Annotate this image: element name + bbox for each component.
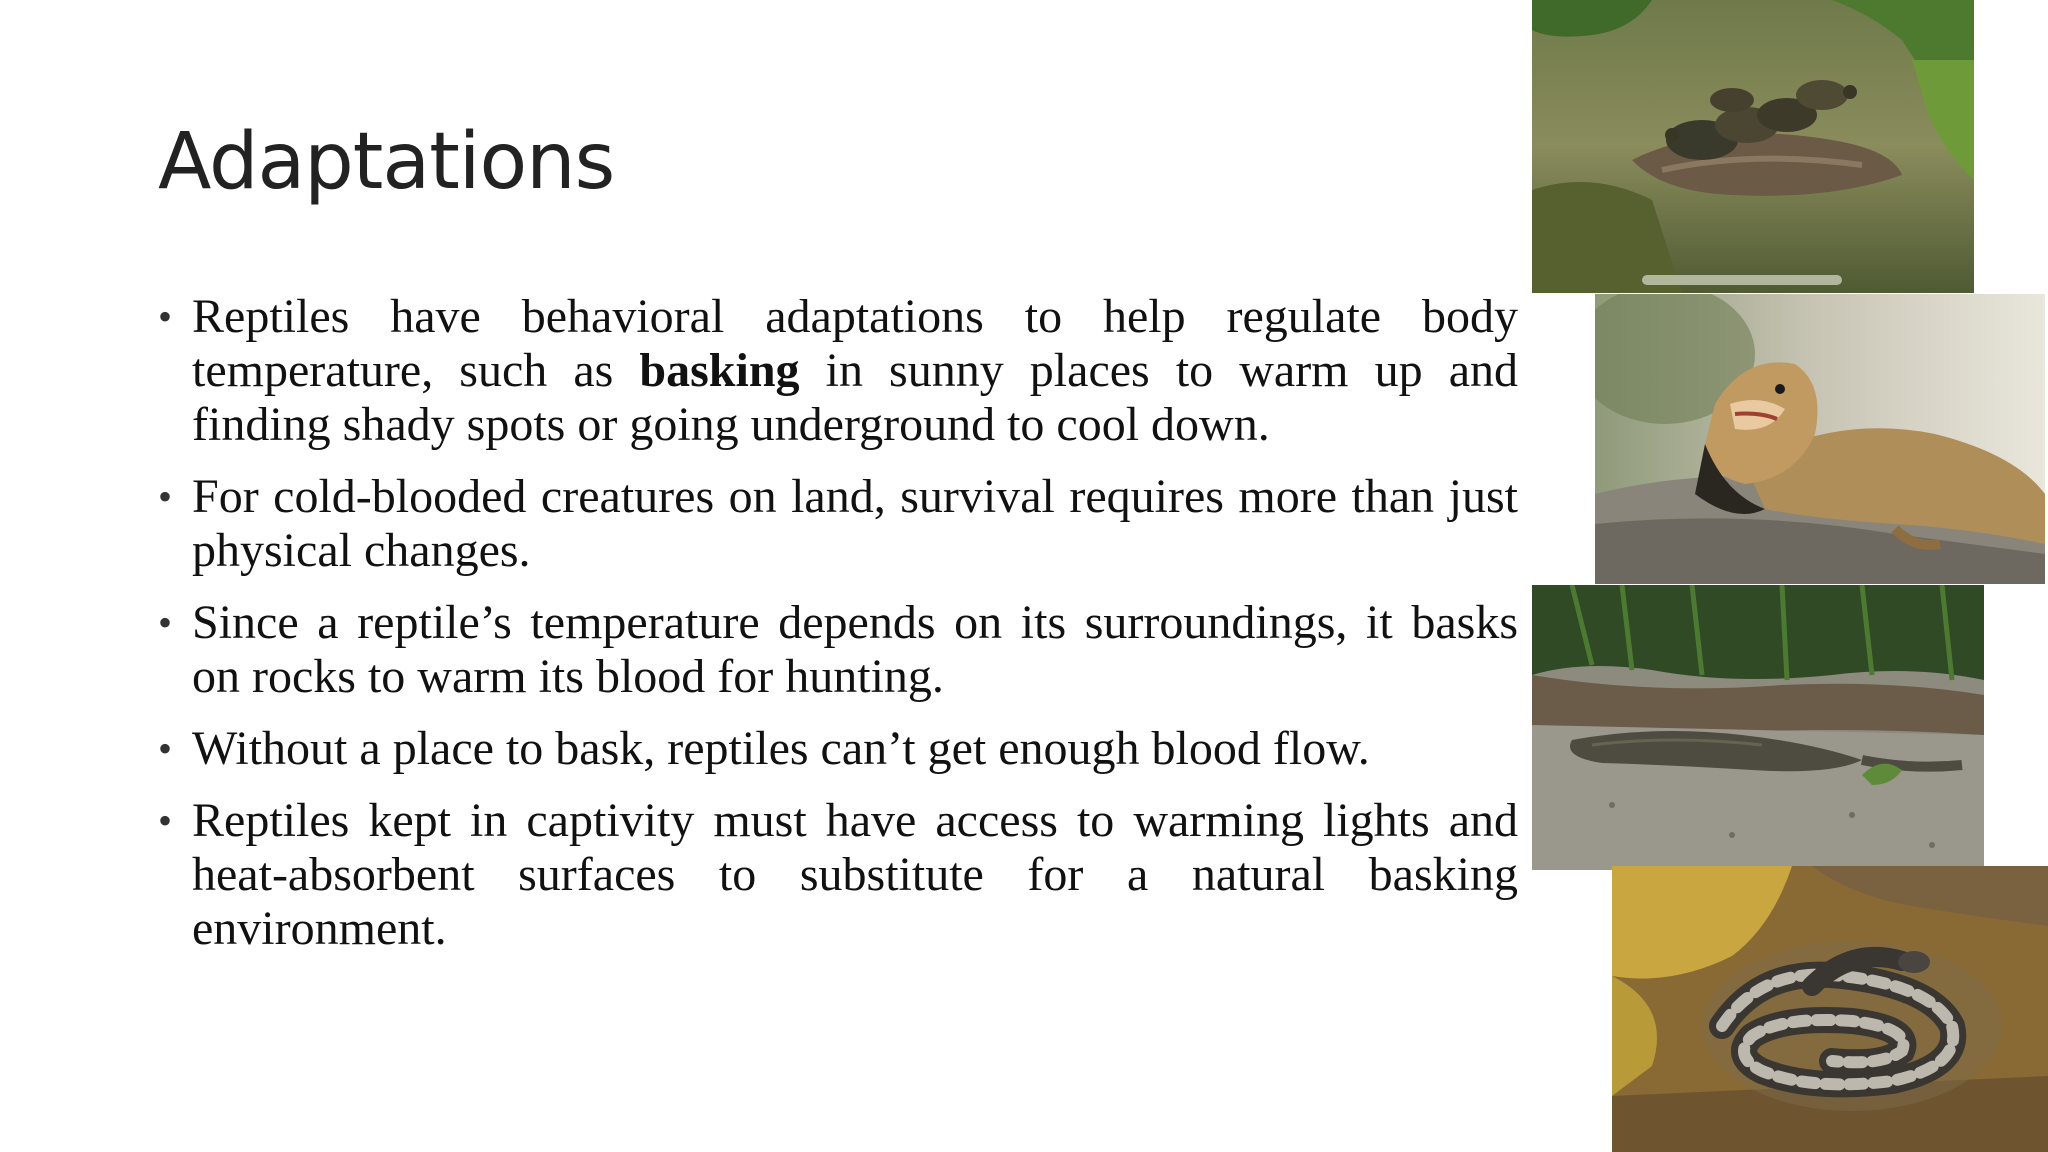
bullet-text: Without a place to bask, reptiles can’t get enough blood flow.: [192, 722, 1370, 775]
bullet-text: Reptiles kept in captivity must have access to warming lights and heat-absorbent surfaces to substitute for a natural basking environment.: [192, 794, 1518, 955]
bullet-item: [158, 596, 1518, 704]
bullet-item: [158, 470, 1518, 578]
slide-title: Adaptations: [158, 117, 615, 207]
monitor-lizard-photo: [1532, 585, 1984, 870]
bullet-dot: •: [158, 474, 173, 519]
snake-photo: [1612, 866, 2048, 1152]
bullet-text: For cold-blooded creatures on land, survival requires more than just physical changes.: [192, 470, 1518, 577]
bullet-text: Since a reptile’s temperature depends on its surroundings, it basks on rocks to warm its blood for hunting.: [192, 596, 1518, 703]
bullet-dot: •: [158, 798, 173, 843]
lizard-photo: [1595, 294, 2045, 584]
bullet-item: [158, 794, 1518, 956]
bullet-dot: •: [158, 726, 173, 771]
bullet-text-after: in sunny places to warm up and finding shady spots or going underground to cool down.: [192, 344, 1518, 451]
bullet-dot: •: [158, 600, 173, 645]
bullet-dot: •: [158, 294, 173, 339]
bullet-bold-text: basking: [639, 344, 800, 397]
bullet-list: [158, 290, 1518, 974]
bullet-item: [158, 290, 1518, 452]
bullet-text: Reptiles have behavioral adaptations to help regulate body temperature, such as: [192, 290, 1518, 397]
bullet-item: [158, 722, 1518, 776]
turtle-photo: [1532, 0, 1974, 293]
